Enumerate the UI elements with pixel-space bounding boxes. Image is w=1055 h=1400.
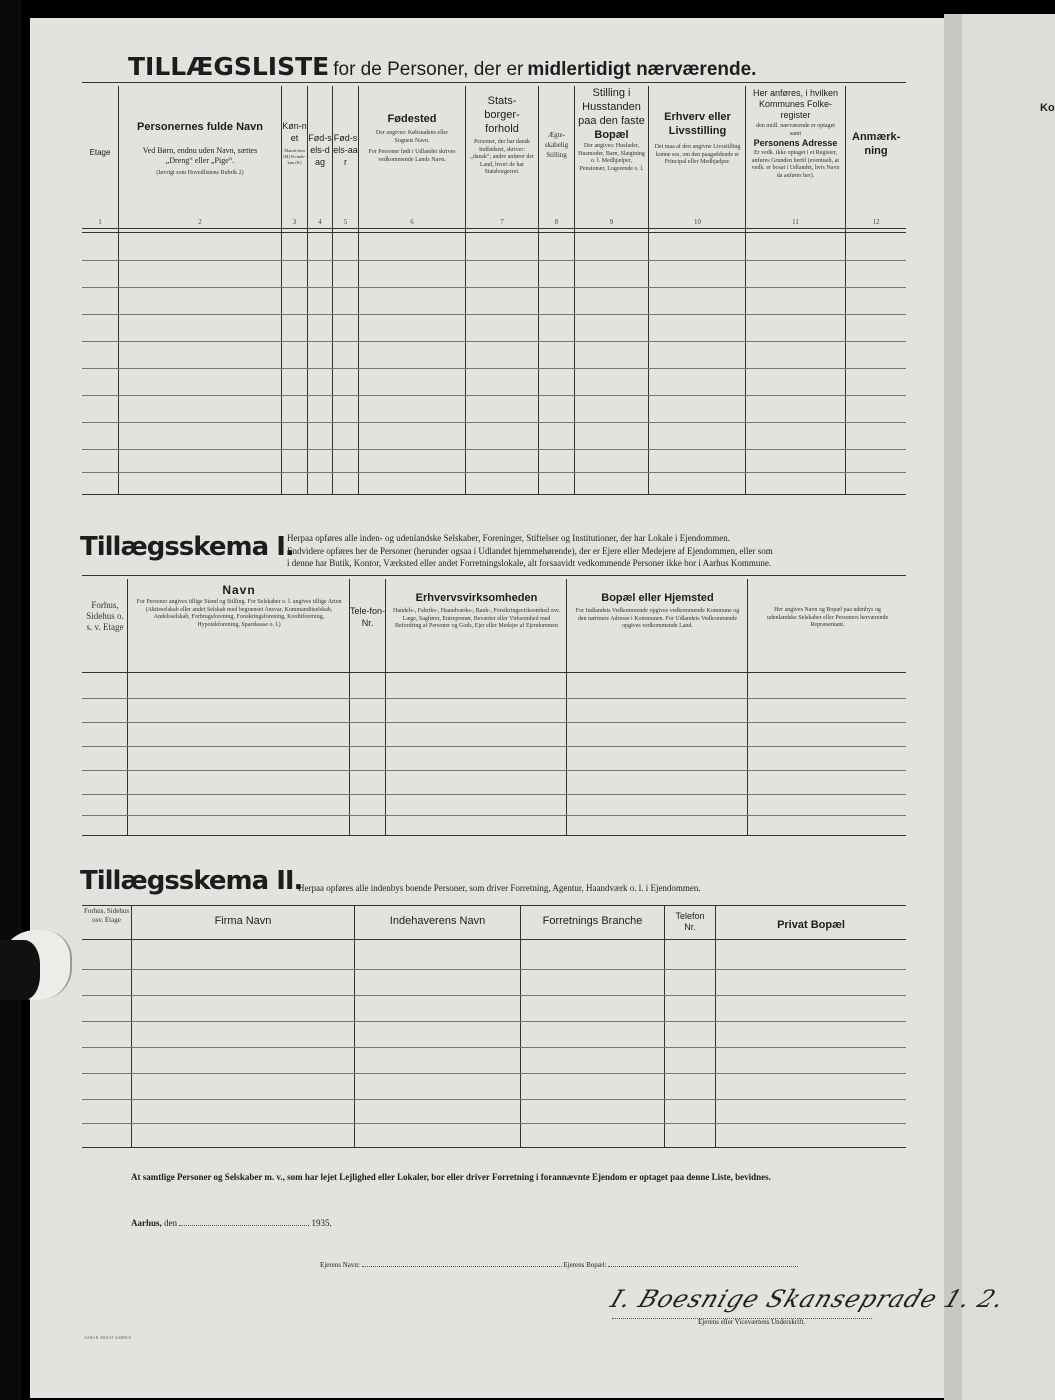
owner-name-line <box>320 1258 798 1269</box>
handwritten-signature: I. Boesnige Skanseprade 1. 2. <box>606 1285 1009 1313</box>
skema1-col-bopael-sub: For Indlandets Vedkommende opgives vedkommende Kommune og den nærmere Adresse i Kommunen. For Udlandets Vedkommende opgives vedkommende Land. <box>575 608 740 629</box>
col-navn-label: Personernes fulde Navn <box>137 121 263 133</box>
adjacent-page-fragment: Ko <box>1040 102 1055 114</box>
col-foedested-label: Fødested <box>387 113 437 125</box>
col-statsborger-sub: Personer, der har dansk Indfødsret, skriver: „dansk“; andre anfører det Land, hvori de har Statsborgerret. <box>470 139 534 175</box>
skema1-col-erhverv <box>387 591 566 631</box>
skema1-col-navn-label: Navn <box>222 583 256 597</box>
col-num-7: 7 <box>500 218 504 226</box>
owner-name-label: Ejerens Navn: <box>320 1261 360 1269</box>
col-foedselsdag: Fød-sels-dag <box>308 133 332 167</box>
col-foedselsaar: Fød-sels-aar <box>333 133 358 167</box>
signature-caption: Ejerens eller Viceværtens Underskrift. <box>698 1318 806 1326</box>
col-adresse <box>746 88 845 180</box>
col-etage: Etage <box>89 148 111 157</box>
skema1-desc-line1: Herpaa opføres alle inden- og udenlandske Selskaber, Foreninger, Stiftelser og Institutioner, der har Lokale i Ejendommen. <box>287 533 731 543</box>
col-stilling-label: Stilling i Husstanden paa den faste <box>578 87 645 127</box>
skema2-description: Herpaa opføres alle indenbys boende Personer, som driver Forretning, Agentur, Haandværk o. l. i Ejendommen. <box>298 883 701 893</box>
col-num-5: 5 <box>343 218 348 226</box>
title-part2: midlertidigt nærværende. <box>527 59 757 80</box>
adjacent-page <box>962 14 1055 1400</box>
col-num-9: 9 <box>609 218 614 226</box>
col-erhverv <box>650 110 745 167</box>
col-stilling <box>575 86 648 173</box>
skema1-col-erhverv-label: Erhvervsvirksomheden <box>415 592 538 604</box>
col-stilling-label2: Bopæl <box>594 129 629 141</box>
skema1-col-erhverv-sub: Handels-, Fabriks-, Haandværks-, Bank-, Forsikringsvirksomhed osv. Læge, Sagfører, Entreprenør, Beværter eller Virksomhed med Befordring af Personer og Gods, Ejer eller Medejer af Ejendommen <box>393 608 560 629</box>
skema1-desc-line3: i denne har Butik, Kontor, Værksted eller andet Forretningslokale, alt forsaavidt vedkommende Personer ikke bor i Aarhus Kommune. <box>287 558 772 568</box>
skema1-col-navn-sub: For Personer angives tillige Stand og Stilling. For Selskaber o. l. angives tillige Arten (Aktieselskab eller andet Selskab med begrænset Ansvar, Kommanditselskab, Andelsselskab, Forbrugsforening, Forsikringsforening, Kreditforening, Hypotekforening, Sparekasse o. l.) <box>136 599 342 628</box>
col-num-10: 10 <box>694 218 701 226</box>
col-foedested <box>360 112 464 164</box>
col-navn-sub: Ved Børn, endnu uden Navn, sættes „Dreng“ eller „Pige“. <box>142 146 258 165</box>
skema1-col-navn <box>129 583 349 629</box>
date-blank <box>179 1217 309 1226</box>
date-city: Aarhus, <box>131 1218 162 1228</box>
thumb-shadow <box>0 940 40 1000</box>
col-num-3: 3 <box>292 218 297 226</box>
date-line <box>131 1217 332 1228</box>
date-den: den <box>164 1218 178 1228</box>
col-stilling-sub: Der angives: Husfader, Husmoder, Barn, Slægtning o. l. Medhjælper, Pensionær, Logerende o. l. <box>578 143 645 172</box>
col-koen <box>282 120 307 166</box>
col-adresse-sub2: Er vedk. ikke optaget i et Register, anføres Grunden hertil (eventuelt, at vedk. er bosat i Udlandet, hvis Navn da anføres her). <box>751 150 840 179</box>
col-erhverv-sub: Det maa af den angivne Livsstilling kunne ses, om den paagældende er Principal eller Medhjælper. <box>654 144 741 165</box>
skema2-col-etage: Forhus, Sidehus osv. Etage <box>83 907 130 924</box>
skema1-title: Tillægsskema I. <box>80 532 294 562</box>
date-year: 1935. <box>311 1218 332 1228</box>
col-aegteskabelig: Ægte-skabelig Stilling <box>544 131 569 159</box>
skema1-col-bopael <box>568 591 747 631</box>
col-num-1: 1 <box>98 218 102 226</box>
owner-name-blank <box>362 1258 562 1267</box>
col-koen-label: Køn-net <box>282 121 307 143</box>
skema1-col-etage: Forhus, Sidehus o. s. v. Etage <box>86 600 124 632</box>
col-koen-sub: Mands-køn (M) Kvinde-køn (K) <box>283 148 306 165</box>
col-navn-sub2: (Iøvrigt som Hovedlistens Rubrik 2) <box>156 170 244 176</box>
col-num-2: 2 <box>198 218 202 226</box>
printer-mark: AARS B. MOLST AARHUS <box>84 1335 132 1340</box>
col-anmaerkning: Anmærk-ning <box>852 131 901 157</box>
certification-statement: At samtlige Personer og Selskaber m. v., som har lejet Lejlighed eller Lokaler, bor eller driver Forretning i forannævnte Ejendom er optaget paa denne Liste, bevidnes. <box>131 1172 771 1182</box>
col-adresse-label: Her anføres, i hvilken Kommunes Folke-register <box>752 88 839 120</box>
title-part1: for de Personer, der er <box>333 59 524 80</box>
col-statsborger <box>466 94 538 177</box>
col-statsborger-label: Stats-borger-forhold <box>484 95 520 135</box>
skema2-col-firma: Firma Navn <box>214 915 272 927</box>
skema1-description <box>287 532 907 570</box>
col-num-11: 11 <box>792 218 799 226</box>
col-num-8: 8 <box>554 218 559 226</box>
skema2-col-branche: Forretnings Branche <box>542 915 643 927</box>
col-foedested-sub: Der angives: Købstadens eller Sognets Navn. <box>375 130 449 144</box>
col-adresse-sub: den midl. nærværende er optaget samt <box>756 123 835 137</box>
col-erhverv-label: Erhverv eller Livsstilling <box>664 111 731 137</box>
page-gutter <box>944 14 962 1400</box>
page-title <box>128 52 756 81</box>
col-navn <box>120 120 280 178</box>
title-main: TILLÆGSLISTE <box>128 52 330 81</box>
skema2-col-indehaver: Indehaverens Navn <box>389 915 486 927</box>
col-num-12: 12 <box>872 218 880 226</box>
skema1-col-repraesentant: Her angives Navn og Bopæl paa udenbys og udenlandske Selskaber eller Personers herværende Repræsentant. <box>766 607 889 628</box>
skema1-col-bopael-label: Bopæl eller Hjemsted <box>601 592 714 604</box>
owner-address-blank <box>608 1258 798 1267</box>
skema2-title: Tillægsskema II. <box>80 866 303 896</box>
skema2-col-bopael: Privat Bopæl <box>777 919 845 931</box>
col-num-4: 4 <box>318 218 322 226</box>
book-binding <box>0 0 22 1400</box>
col-adresse-label2: Personens Adresse <box>753 138 838 148</box>
skema2-col-telefon: Telefon Nr. <box>675 911 705 932</box>
col-num-6: 6 <box>410 218 414 226</box>
skema1-desc-line2: Endvidere opføres her de Personer (herunder ogsaa i Udlandet hjemmehørende), der er Ejere eller Medejere af Ejendommen, eller som <box>287 545 773 556</box>
owner-address-label: Ejerens Bopæl: <box>563 1261 607 1269</box>
col-foedested-sub2: For Personer født i Udlandet skrives vedkommende Lands Navn. <box>368 149 456 163</box>
skema1-col-telefon: Tele-fon-Nr. <box>350 606 386 628</box>
